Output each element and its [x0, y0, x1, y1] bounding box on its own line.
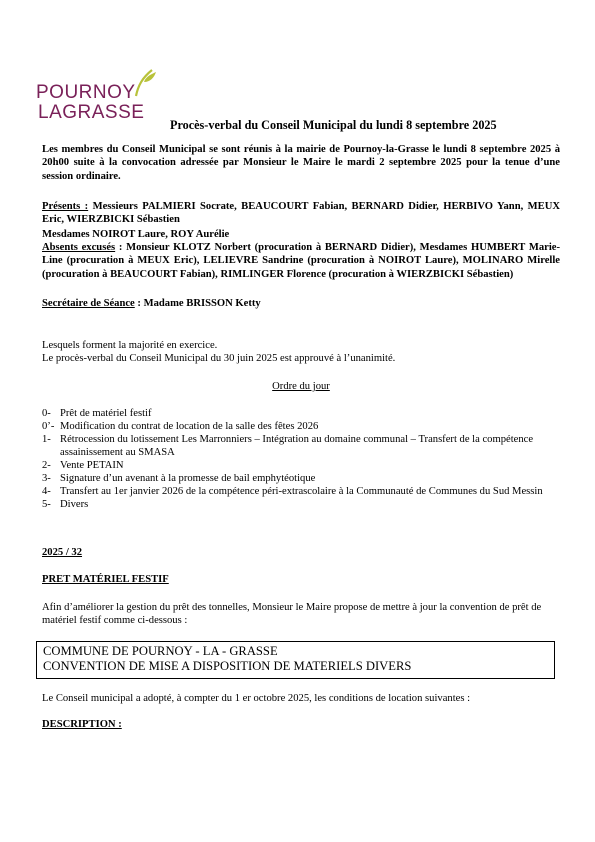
- logo-line-2: LAGRASSE: [38, 102, 145, 123]
- deliberation-number: 2025 / 32: [42, 547, 83, 558]
- ordre-du-jour-list: [42, 407, 562, 511]
- pournoy-la-grasse-logo: [36, 68, 154, 126]
- presents-label: Présents :: [42, 201, 89, 212]
- list-item-text: Rétrocession du lotissement Les Marronniers – Intégration au domaine communal – Transfert de la compétence assainissement au SMASA: [60, 434, 534, 458]
- list-item-number: 2-: [42, 460, 51, 471]
- list-item-number: 5-: [42, 499, 51, 510]
- presents-mesdames: Mesdames NOIROT Laure, ROY Aurélie: [42, 229, 230, 240]
- ordre-du-jour-heading: Ordre du jour: [272, 381, 330, 392]
- presents-paragraph: [42, 200, 560, 227]
- absents-paragraph: [42, 241, 560, 281]
- document-title: Procès-verbal du Conseil Municipal du lundi 8 septembre 2025: [170, 118, 497, 132]
- adoption-text: Le Conseil municipal a adopté, à compter du 1 er octobre 2025, les conditions de location suivantes :: [42, 693, 471, 704]
- list-item-text: Signature d’un avenant à la promesse de bail emphytéotique: [60, 473, 316, 484]
- convention-box: [36, 641, 555, 679]
- description-heading: DESCRIPTION :: [42, 719, 122, 730]
- logo-line-1: POURNOY: [36, 82, 136, 103]
- section-intro: Afin d’améliorer la gestion du prêt des tonnelles, Monsieur le Maire propose de mettre à jour la convention de prêt de matériel festif comme ci-dessous :: [42, 602, 542, 627]
- approbation-text: Le procès-verbal du Conseil Municipal du 30 juin 2025 est approuvé à l’unanimité.: [42, 353, 396, 364]
- list-item: [42, 459, 562, 472]
- majorite-text: Lesquels forment la majorité en exercice.: [42, 340, 218, 351]
- presents-text: Messieurs PALMIERI Socrate, BEAUCOURT Fabian, BERNARD Didier, HERBIVO Yann, MEUX Eric, WIERZBICKI Sébastien: [42, 201, 560, 226]
- absents-text: : Monsieur KLOTZ Norbert (procuration à BERNARD Didier), Mesdames HUMBERT Marie-Line (procuration à MEUX Eric), LELIEVRE Sandrine (procuration à NOIROT Laure), MOLINARO Mirelle (procuration à BEAUCOURT Fabian), RIMLINGER Florence (procuration à WIERZBICKI Sébastien): [42, 242, 560, 280]
- list-item-text: Vente PETAIN: [60, 460, 124, 471]
- convention-box-line-2: CONVENTION DE MISE A DISPOSITION DE MATERIELS DIVERS: [43, 659, 412, 673]
- list-item: [42, 498, 562, 511]
- list-item-number: 4-: [42, 486, 51, 497]
- list-item: [42, 485, 562, 498]
- list-item-number: 0-: [42, 408, 51, 419]
- list-item-number: 1-: [42, 434, 51, 445]
- convention-box-line-1: COMMUNE DE POURNOY - LA - GRASSE: [43, 644, 278, 658]
- list-item-text: Modification du contrat de location de la salle des fêtes 2026: [60, 421, 319, 432]
- list-item-text: Transfert au 1er janvier 2026 de la compétence péri-extrascolaire à la Communauté de Communes du Sud Messin: [60, 486, 543, 497]
- list-item-text: Prêt de matériel festif: [60, 408, 152, 419]
- list-item: [42, 420, 562, 433]
- list-item: [42, 472, 562, 485]
- section-title: PRET MATÉRIEL FESTIF: [42, 574, 169, 585]
- list-item: [42, 407, 562, 420]
- intro-paragraph: Les membres du Conseil Municipal se sont réunis à la mairie de Pournoy-la-Grasse le lundi 8 septembre 2025 à 20h00 suite à la convocation adressée par Monsieur le Maire le mardi 2 septembre 2025 pour la tenue d’une session ordinaire.: [42, 144, 560, 182]
- secretaire-text: : Madame BRISSON Ketty: [134, 298, 261, 309]
- absents-label: Absents excusés: [42, 242, 116, 253]
- list-item-number: 3-: [42, 473, 51, 484]
- secretaire-label: Secrétaire de Séance: [42, 298, 135, 309]
- list-item: [42, 433, 562, 459]
- secretaire-paragraph: [42, 297, 560, 310]
- leaf-icon: [132, 68, 158, 98]
- list-item-text: Divers: [60, 499, 89, 510]
- list-item-number: 0’-: [42, 421, 55, 432]
